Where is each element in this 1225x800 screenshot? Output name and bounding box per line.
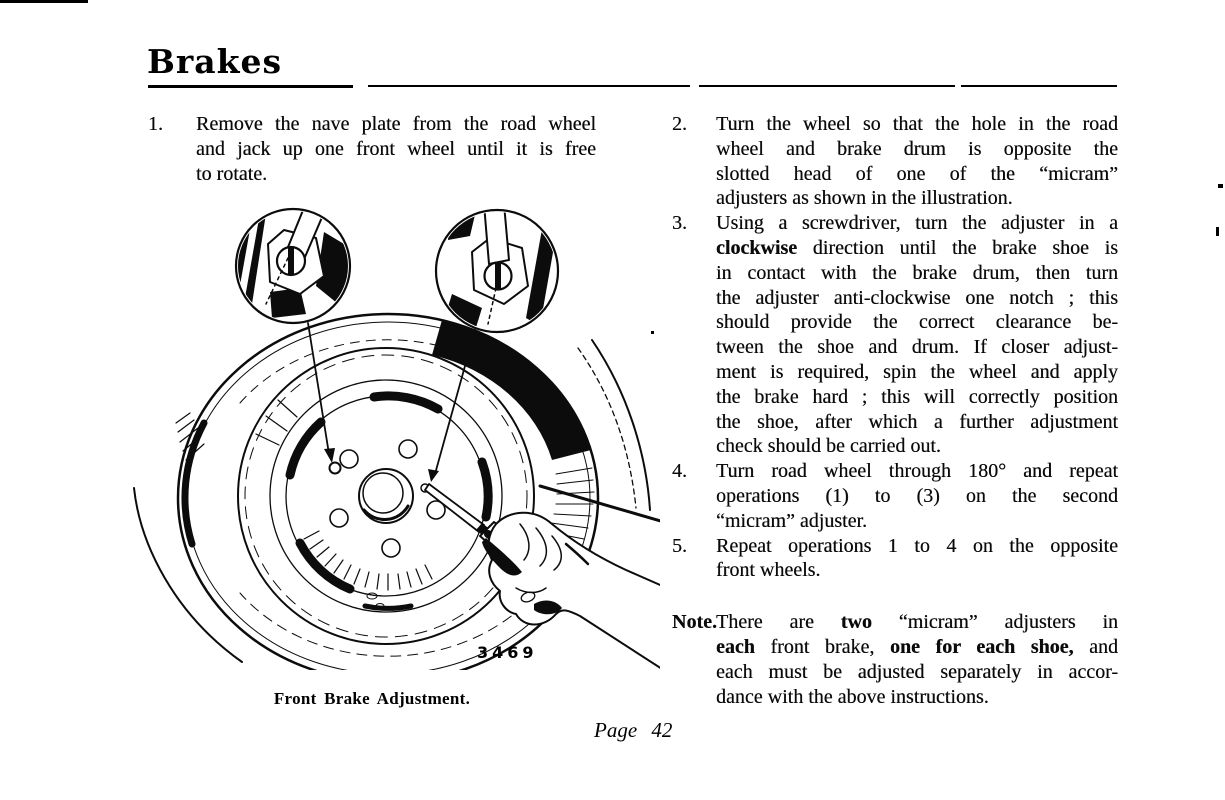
title-rule xyxy=(148,85,353,88)
page-footer: Page 42 xyxy=(594,718,673,742)
inset-left-adjuster xyxy=(216,194,354,330)
instruction-item-5 xyxy=(672,534,1118,584)
item-text: Turn the wheel so that the hole in the road wheel and brake drum is opposite the slotted head of one of the “micram” adjusters as shown in the illustration. xyxy=(716,113,1118,210)
figure-caption: Front Brake Adjustment. xyxy=(273,689,471,708)
left-column xyxy=(148,112,600,186)
instruction-item-3 xyxy=(672,211,1118,459)
item-text: Turn road wheel through 180° and repeat operations (1) to (3) on the second “micram” adjuster. xyxy=(716,460,1118,532)
item-number: 2. xyxy=(672,113,687,135)
note-label: Note. xyxy=(672,611,717,634)
figure-number: 3469 xyxy=(477,643,538,662)
figure-illustration xyxy=(120,192,660,670)
title-rule xyxy=(368,85,690,87)
scan-artifact xyxy=(0,0,88,3)
item-number: 3. xyxy=(672,212,687,235)
item-number: 5. xyxy=(672,534,687,557)
right-column xyxy=(672,112,1118,709)
instruction-item-2 xyxy=(672,112,1118,211)
instruction-item-1 xyxy=(148,112,600,186)
item-number: 4. xyxy=(672,460,687,483)
note-text: There are two “micram” adjusters in each front brake, one for each shoe, and each must be adjusted separately in accor- dance with the above instructions. xyxy=(716,611,1119,708)
item-text: Remove the nave plate from the road wheel and jack up one front wheel until it is free to rotate. xyxy=(196,113,596,185)
item-number: 1. xyxy=(148,113,163,135)
wheel-face xyxy=(238,348,534,644)
note xyxy=(672,610,1118,709)
page-title: Brakes xyxy=(147,42,283,81)
item-text: Repeat operations 1 to 4 on the opposite front wheels. xyxy=(716,534,1118,582)
scan-artifact xyxy=(1216,227,1219,236)
scan-artifact xyxy=(1218,184,1223,188)
instruction-item-4 xyxy=(672,459,1118,533)
inset-right-adjuster xyxy=(436,202,570,334)
title-rule xyxy=(961,85,1117,87)
title-rule xyxy=(699,85,955,87)
item-text: Using a screwdriver, turn the adjuster in a clockwise direction until the brake shoe is in contact with the brake drum, then turn the adjuster anti-clockwise one notch ; this should provide the correct clearance be- tween the shoe and drum. If closer adjust- ment is required, spin the wheel and apply the brake hard ; this will correctly position the shoe, after which a further adjustment check should be carried out. xyxy=(716,212,1118,458)
